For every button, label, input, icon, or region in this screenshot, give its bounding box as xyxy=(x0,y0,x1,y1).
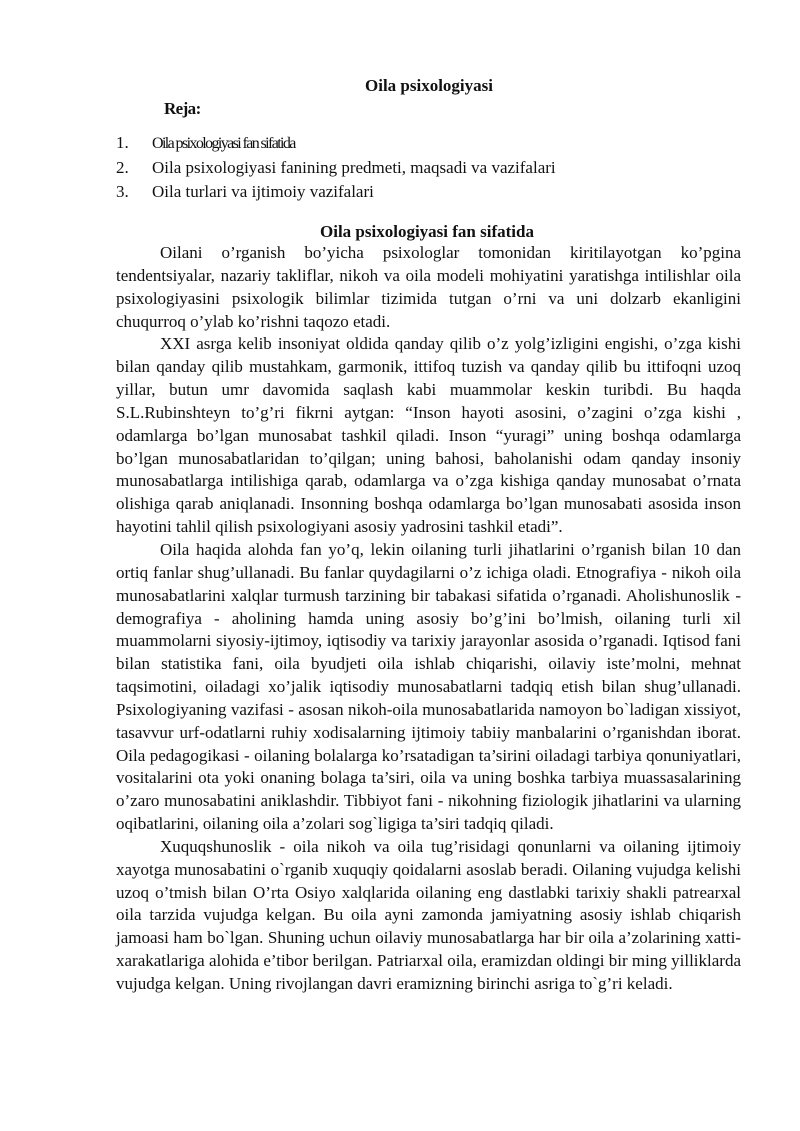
document-title: Oila psixologiyasi xyxy=(365,76,493,95)
paragraph: Oila haqida alohda fan yo’q, lekin oilaning turli jihatlarini o’rganish bilan 10 dan ortiq fanlar shug’ullanadi. Bu fanlar quydagilarni o’z ichiga oladi. Etnografiya - nikoh oila munosabatlarini xalqlar turmush tarzining bir tabakasi sifatida o’rganadi. Aholishunoslik - demografiya - aholining hamda uning asosiy bo’g’ini bo’lmish, oilaning turli xil muammolarni siyosiy-ijtimoy, iqtisodiy va tarixiy jarayonlar asosida o’rganadi. Iqtisod fani bilan statistika fani, oila byudjeti oila ishlab chiqarishi, oilaviy iste’molni, mehnat taqsimotini, oiladagi xo’jalik iqtisodiy munosabatlarni tadqiq etish bilan shug’ullanadi. Psixologiyaning vazifasi - asosan nikoh-oila munosabatlarida namoyon bo`ladigan xissiyot, tasavvur urf-odatlarni ruhiy xodisalarning ijtimoiy tabiiy manbalarini o’rganishdan iborat. Oila pedagogikasi - oilaning bolalarga ko’rsatadigan ta’sirini oiladagi tarbiya qonuniyatlari, vositalarini ota yoki onaning bolaga ta’siri, oila va uning boshka tarbiya muassasalarining o’zaro munosabatini aniklashdir. Tibbiyot fani - nikohning fiziologik jihatlarini va ularning oqibatlarini, oilaning oila a’zolari sog`ligiga ta’siri tadqiq qiladi. xyxy=(116,539,741,834)
paragraph: Xuquqshunoslik - oila nikoh va oila tug’risidagi qonunlarni va oilaning ijtimoiy xayotga munosabatini o`rganib xuquqiy qoidalarni asoslab beradi. Oilaning vujudga kelishi uzoq o’tmish bilan O’rta Osiyo xalqlarida oilaning eng dastlabki tarixiy shakli patrearxal oila tarzida vujudga kelgan. Bu oila ayni zamonda jamiyatning asosiy ishlab chiqarish jamoasi ham bo`lgan. Shuning uchun oilaviy munosabatlarga har bir oila a’zolarining xatti-xarakatlariga alohida e’tibor berilgan. Patriarxal oila, eramizdan oldingi bir ming yilliklarda vujudga kelgan. Uning rivojlangan davri eramizning birinchi asriga to`g’ri keladi. xyxy=(116,836,741,993)
section-title: Oila psixologiyasi fan sifatida xyxy=(320,222,534,241)
plan-item-number: 1. xyxy=(116,133,129,152)
paragraph: Oilani o’rganish bo’yicha psixologlar tomonidan kiritilayotgan ko’pgina tendentsiyalar, nazariy takliflar, nikoh va oila modeli mohiyatini yaratishga intilishlar oila psixologiyasini psixologik bilimlar tizimida tutgan o’rni va uni dolzarb ekanligini chuqurroq o’ylab ko’rishni taqozo etadi. xyxy=(116,243,741,331)
plan-item-number: 3. xyxy=(116,182,129,201)
plan-item-text: Oila turlari va ijtimoiy vazifalari xyxy=(152,182,374,201)
plan-item xyxy=(116,156,556,180)
paragraph: XXI asrga kelib insoniyat oldida qanday qilib o’z yolg’izligini engishi, o’zga kishi bilan qanday qilib mustahkam, garmonik, ittifoq tuzish va qanday qilib bu ittifoqni uzoq yillar, butun umr davomida saqlash kabi muammolar keskin turibdi. Bu haqda S.L.Rubinshteyn to’g’ri fikrni aytgan: “Inson hayoti asosini, o’zagini o’zga kishi , odamlarga bo’lgan munosabat tashkil qiladi. Inson “yuragi” uning boshqa odamlarga bo’lgan munosabatlaridan to’qilgan; uning bahosi, baholanishi odam qanday insoniy munosabatlarga intilishiga qarab, odamlarga va o’zga kishiga qanday munosabat o’rnata olishiga qarab aniqlanadi. Insonning boshqa odamlarga bo’lgan munosabati asosida inson hayotini tahlil qilish psixologiyani asosiy yadrosini tashkil etadi”. xyxy=(116,334,741,537)
plan-list xyxy=(116,131,556,204)
plan-label: Reja: xyxy=(164,99,201,118)
plan-item xyxy=(116,180,556,204)
plan-item-text: Oila psixologiyasi fanining predmeti, maqsadi va vazifalari xyxy=(152,158,556,177)
plan-item-text: Oila psixologiyasi fan sifatida xyxy=(152,135,295,152)
plan-item xyxy=(116,131,556,156)
body-text xyxy=(116,242,741,996)
plan-item-number: 2. xyxy=(116,158,129,177)
